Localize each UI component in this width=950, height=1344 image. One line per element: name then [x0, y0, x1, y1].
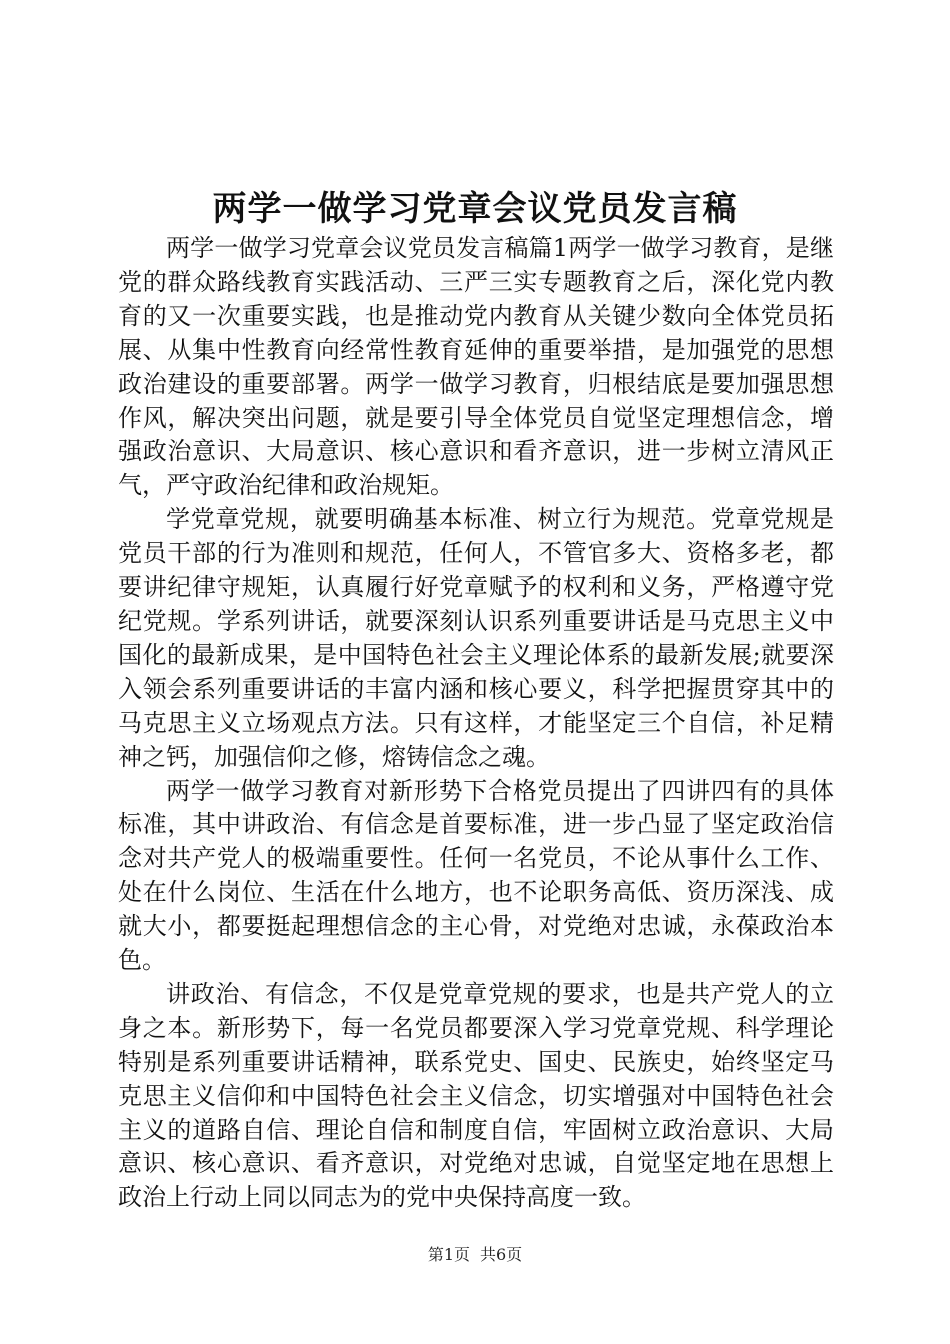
paragraph-4: 讲政治、有信念，不仅是党章党规的要求，也是共产党人的立身之本。新形势下，每一名党员都要深入学习党章党规、科学理论特别是系列重要讲话精神，联系党史、国史、民族史，始终坚定马克思主义信仰和中国特色社会主义信念，切实增强对中国特色社会主义的道路自信、理论自信和制度自信，牢固树立政治意识、大局意识、核心意识、看齐意识，对党绝对忠诚，自觉坚定地在思想上政治上行动上同以同志为的党中央保持高度一致。	[118, 979, 834, 1212]
page-total: 共6页	[480, 1245, 523, 1264]
paragraph-3: 两学一做学习教育对新形势下合格党员提出了四讲四有的具体标准，其中讲政治、有信念是首要标准，进一步凸显了坚定政治信念对共产党人的极端重要性。任何一名党员，不论从事什么工作、处在什么岗位、生活在什么地方，也不论职务高低、资历深浅、成就大小，都要挺起理想信念的主心骨，对党绝对忠诚，永葆政治本色。	[118, 776, 834, 975]
document-title: 两学一做学习党章会议党员发言稿	[212, 189, 738, 229]
paragraph-2: 学党章党规，就要明确基本标准、树立行为规范。党章党规是党员干部的行为准则和规范，任何人，不管官多大、资格多老，都要讲纪律守规矩，认真履行好党章赋予的权利和义务，严格遵守党纪党规。学系列讲话，就要深刻认识系列重要讲话是马克思主义中国化的最新成果，是中国特色社会主义理论体系的最新发展;就要深入领会系列重要讲话的丰富内涵和核心要义，科学把握贯穿其中的马克思主义立场观点方法。只有这样，才能坚定三个自信，补足精神之钙，加强信仰之修，熔铸信念之魂。	[118, 505, 834, 771]
page-footer	[0, 1244, 950, 1266]
paragraph-1: 两学一做学习党章会议党员发言稿篇1两学一做学习教育，是继党的群众路线教育实践活动、三严三实专题教育之后，深化党内教育的又一次重要实践，也是推动党内教育从关键少数向全体党员拓展、从集中性教育向经常性教育延伸的重要举措，是加强党的思想政治建设的重要部署。两学一做学习教育，归根结底是要加强思想作风，解决突出问题，就是要引导全体党员自觉坚定理想信念，增强政治意识、大局意识、核心意识和看齐意识，进一步树立清风正气，严守政治纪律和政治规矩。	[118, 234, 834, 500]
page-number: 第1页	[427, 1245, 470, 1264]
document-body	[118, 232, 834, 1215]
